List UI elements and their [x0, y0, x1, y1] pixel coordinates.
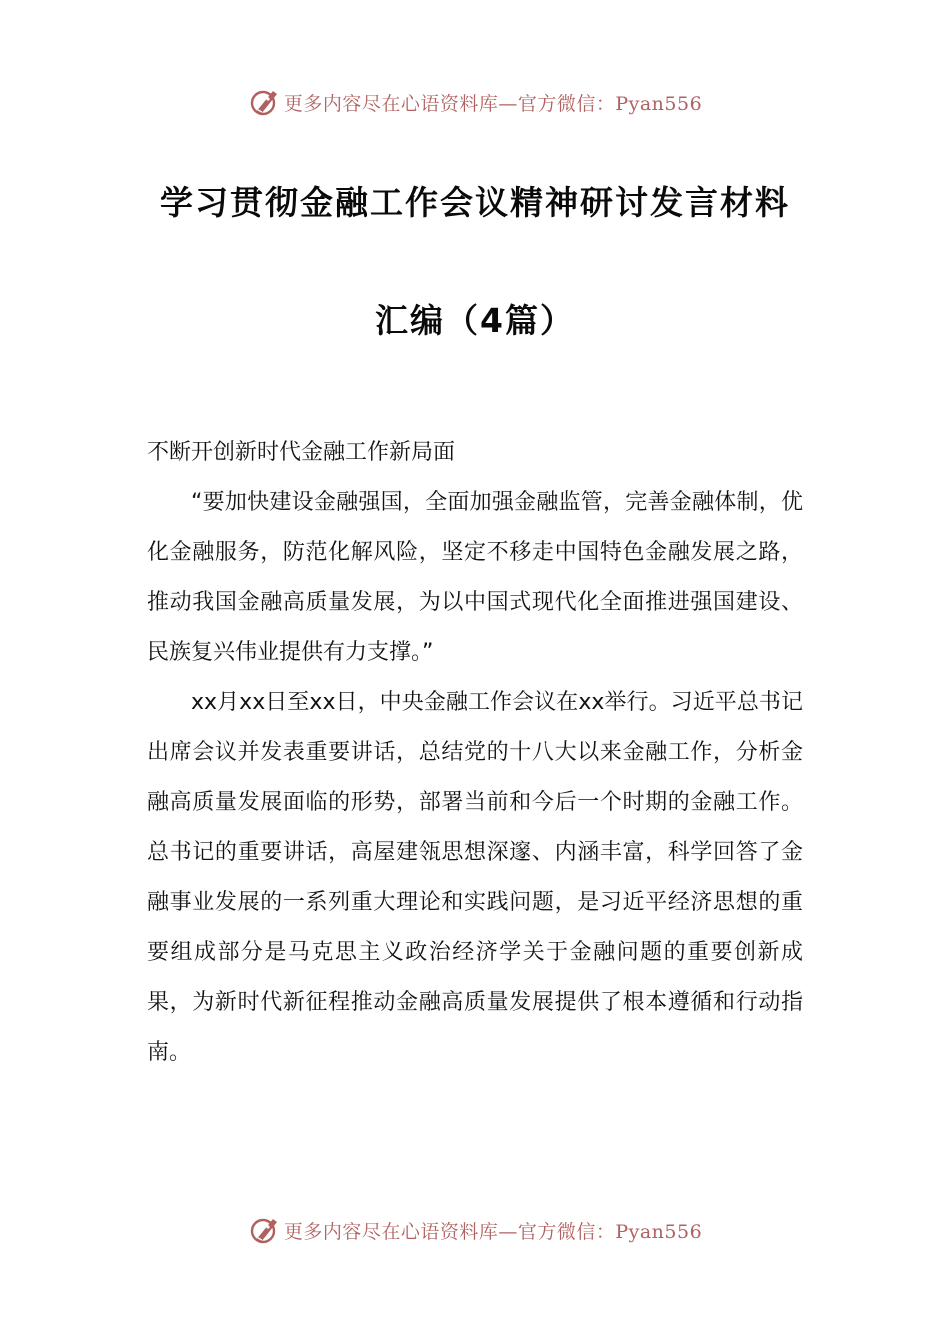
- document-body: [147, 428, 803, 1078]
- paragraph: “要加快建设金融强国，全面加强金融监管，完善金融体制，优化金融服务，防范化解风险，坚定不移走中国特色金融发展之路，推动我国金融高质量发展，为以中国式现代化全面推进强国建设、民族复兴伟业提供有力支撑。”: [147, 490, 803, 665]
- document-title-line1: 学习贯彻金融工作会议精神研讨发言材料: [160, 183, 790, 222]
- banner-text: 更多内容尽在心语资料库—官方微信：Pyan556: [283, 1220, 703, 1243]
- banner-text: 更多内容尽在心语资料库—官方微信：Pyan556: [283, 92, 703, 115]
- pen-nib-circle-icon: [248, 85, 282, 119]
- pen-nib-circle-icon: [248, 1213, 282, 1247]
- document-title-line2: 汇编（4篇）: [375, 301, 575, 340]
- header-banner: [0, 82, 950, 122]
- section-subtitle: 不断开创新时代金融工作新局面: [147, 440, 456, 465]
- footer-banner: [0, 1210, 950, 1250]
- paragraph: xx月xx日至xx日，中央金融工作会议在xx举行。习近平总书记出席会议并发表重要讲话，总结党的十八大以来金融工作，分析金融高质量发展面临的形势，部署当前和今后一个时期的金融工作。总书记的重要讲话，高屋建瓴思想深邃、内涵丰富，科学回答了金融事业发展的一系列重大理论和实践问题，是习近平经济思想的重要组成部分是马克思主义政治经济学关于金融问题的重要创新成果，为新时代新征程推动金融高质量发展提供了根本遵循和行动指南。: [147, 690, 803, 1065]
